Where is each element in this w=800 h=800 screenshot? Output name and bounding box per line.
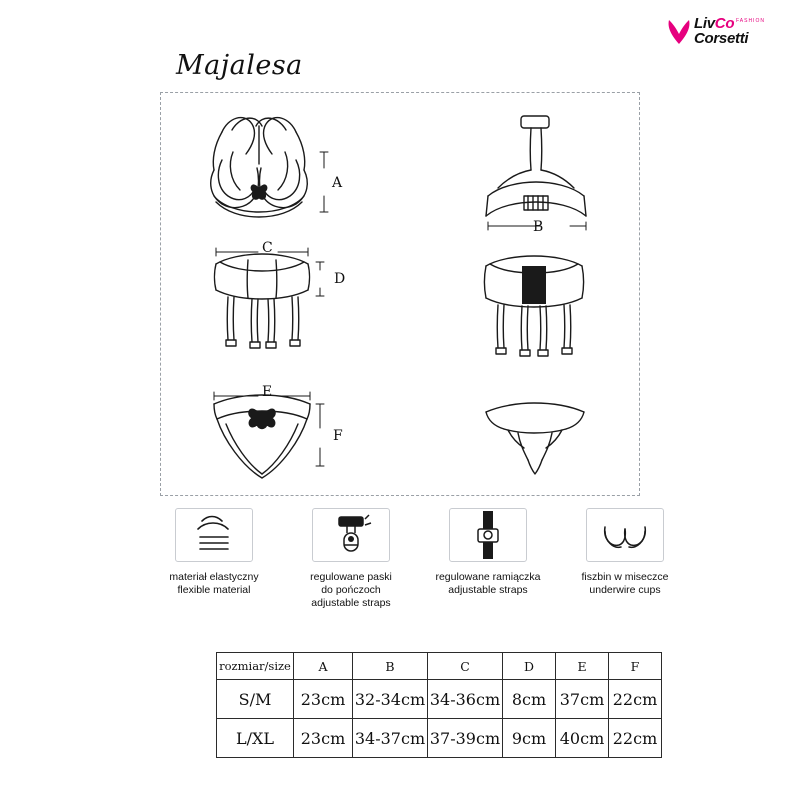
feature-label-line1: regulowane ramiączka	[435, 571, 541, 583]
underwire-cups-icon	[586, 508, 664, 562]
dimension-label-d: D	[334, 271, 346, 287]
dimension-label-e: E	[262, 384, 273, 400]
table-row	[217, 719, 662, 758]
table-header-row	[217, 653, 662, 680]
table-cell: 23cm	[294, 719, 353, 758]
table-cell-size: S/M	[217, 680, 294, 719]
feature-legend	[150, 508, 669, 628]
feature-label-line2: underwire cups	[589, 584, 661, 596]
table-header-cell: F	[609, 653, 662, 680]
table-header-cell: D	[503, 653, 556, 680]
table-header-cell: rozmiar/size	[217, 653, 294, 680]
table-cell: 40cm	[556, 719, 609, 758]
table-cell: 34-37cm	[353, 719, 428, 758]
page-title: Majalesa	[176, 50, 303, 81]
dimension-label-c: C	[262, 240, 273, 256]
table-cell: 32-34cm	[353, 680, 428, 719]
table-cell-size: L/XL	[217, 719, 294, 758]
feature-label-line1: fiszbin w miseczce	[581, 571, 669, 583]
size-table	[216, 652, 662, 758]
garter-clip-icon	[312, 508, 390, 562]
table-cell: 34-36cm	[428, 680, 503, 719]
table-cell: 37-39cm	[428, 719, 503, 758]
feature-label-line1: materiał elastyczny	[169, 571, 259, 583]
table-row	[217, 680, 662, 719]
table-cell: 8cm	[503, 680, 556, 719]
table-header-cell: B	[353, 653, 428, 680]
feature-adjustable-shoulder-straps	[424, 508, 552, 597]
dimension-label-a: A	[332, 175, 343, 191]
dimension-label-b: B	[533, 219, 544, 235]
brand-mark-icon	[666, 18, 692, 46]
feature-label-line1: regulowane paski	[310, 571, 392, 583]
table-cell: 22cm	[609, 719, 662, 758]
feature-adjustable-garter-straps	[287, 508, 415, 610]
feature-label-line2: adjustable straps	[448, 584, 528, 596]
feature-label-line2: flexible material	[177, 584, 251, 596]
table-cell: 23cm	[294, 680, 353, 719]
feature-underwire-cups	[561, 508, 689, 597]
table-cell: 22cm	[609, 680, 662, 719]
brand-name-line2: Corsetti	[694, 30, 749, 47]
table-header-cell: C	[428, 653, 503, 680]
brand-logo	[666, 14, 776, 58]
brand-tagline: FASHION	[736, 18, 765, 24]
illustration-frame	[160, 92, 640, 496]
brand-name-line1: LivCo	[694, 15, 735, 32]
feature-flexible-material	[150, 508, 278, 597]
table-cell: 37cm	[556, 680, 609, 719]
feature-label-line2: do pończoch	[321, 584, 381, 596]
table-header-cell: A	[294, 653, 353, 680]
dimension-label-f: F	[333, 428, 343, 444]
table-header-cell: E	[556, 653, 609, 680]
wavy-lines-icon	[175, 508, 253, 562]
strap-slider-icon	[449, 508, 527, 562]
table-cell: 9cm	[503, 719, 556, 758]
feature-label-line3: adjustable straps	[311, 597, 391, 609]
